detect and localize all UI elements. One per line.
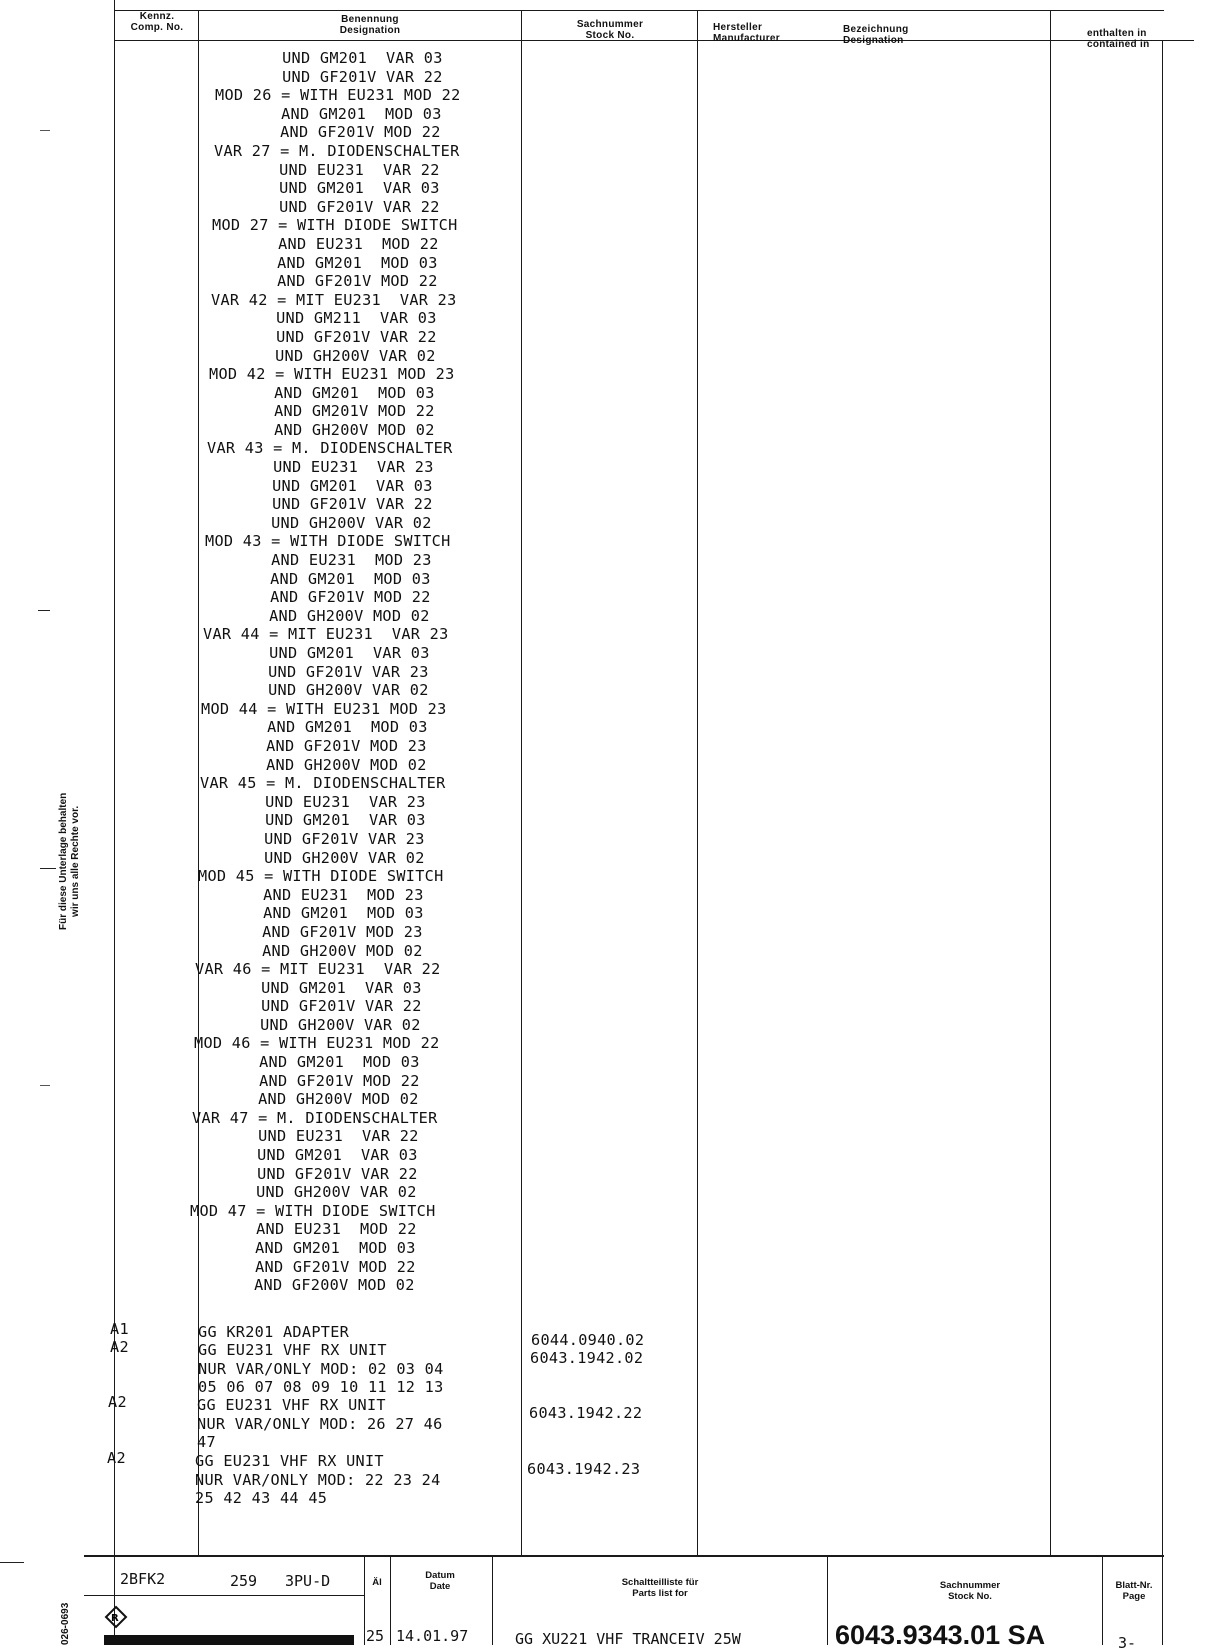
frame-right xyxy=(1162,40,1163,1645)
designation-line: UND GF201V VAR 23 xyxy=(202,662,429,681)
designation-line: MOD 42 = WITH EU231 MOD 23 xyxy=(209,365,455,384)
designation-line: MOD 44 = WITH EU231 MOD 23 xyxy=(201,699,447,718)
designation-line: UND GM211 VAR 03 xyxy=(210,309,437,328)
document-code: 026-0693 xyxy=(60,1602,71,1645)
part-row-1-stock: 6044.0940.02 xyxy=(531,1331,645,1349)
footer-mid-line xyxy=(84,1595,364,1596)
designation-line: AND GH200V MOD 02 xyxy=(192,1090,419,1109)
designation-line: AND GM201 MOD 03 xyxy=(197,904,424,923)
part-row-4-stock: 6043.1942.23 xyxy=(527,1460,641,1478)
header-stock-no: Sachnummer Stock No. xyxy=(576,19,644,41)
company-logo xyxy=(104,1605,354,1645)
designation-line: MOD 45 = WITH DIODE SWITCH xyxy=(198,867,444,886)
part-row-3-designation: GG EU231 VHF RX UNIT NUR VAR/ONLY MOD: 26 27 46 47 xyxy=(197,1396,443,1452)
designation-line: AND GF201V MOD 22 xyxy=(204,588,431,607)
footer-ai-value: 25 xyxy=(366,1627,385,1645)
footer-date-label: Datum Date xyxy=(425,1570,455,1592)
designation-line: UND GF201V VAR 22 xyxy=(206,495,433,514)
designation-line: UND GF201V VAR 22 xyxy=(213,197,440,216)
designation-line: AND EU231 MOD 22 xyxy=(190,1220,417,1239)
part-row-2-designation: GG EU231 VHF RX UNIT NUR VAR/ONLY MOD: 02 03 04 05 06 07 08 09 10 11 12 13 xyxy=(198,1341,444,1397)
designation-line: UND GF201V VAR 22 xyxy=(195,997,422,1016)
footer-page-value: 3- xyxy=(1118,1634,1137,1652)
designation-line: UND GF201V VAR 23 xyxy=(198,829,425,848)
part-row-2-comp: A2 xyxy=(110,1338,129,1356)
margin-mark-4 xyxy=(40,1085,50,1086)
header-manufacturer: Hersteller Manufacturer xyxy=(713,22,780,44)
svg-text:R: R xyxy=(111,1613,119,1624)
designation-line: VAR 43 = M. DIODENSCHALTER xyxy=(207,439,453,458)
designation-line: UND GM201 VAR 03 xyxy=(191,1146,418,1165)
designation-line: UND GF201V VAR 22 xyxy=(191,1164,418,1183)
footer-number: 259 xyxy=(230,1572,258,1590)
designation-line: AND GM201 MOD 03 xyxy=(193,1053,420,1072)
margin-mark-2 xyxy=(38,610,50,611)
designation-line: VAR 47 = M. DIODENSCHALTER xyxy=(192,1108,438,1127)
designation-line: UND GH200V VAR 02 xyxy=(209,346,436,365)
designation-line: MOD 27 = WITH DIODE SWITCH xyxy=(212,216,458,235)
margin-mark-1 xyxy=(40,130,50,131)
designation-line: AND GM201 MOD 03 xyxy=(215,104,442,123)
designation-line: UND GH200V VAR 02 xyxy=(198,848,425,867)
footer-ai-label: Äl xyxy=(372,1577,382,1588)
designation-line: UND GM201 VAR 03 xyxy=(216,49,443,67)
designation-line: UND EU231 VAR 22 xyxy=(192,1127,419,1146)
designation-line: MOD 43 = WITH DIODE SWITCH xyxy=(205,532,451,551)
col-line-3 xyxy=(697,10,698,1555)
designation-line: AND GF201V MOD 22 xyxy=(211,272,438,291)
designation-line: AND GH200V MOD 02 xyxy=(208,420,435,439)
designation-line: AND GF201V MOD 22 xyxy=(189,1257,416,1276)
designation-line: VAR 44 = MIT EU231 VAR 23 xyxy=(203,625,449,644)
part-row-1-comp: A1 xyxy=(110,1320,129,1338)
col-line-4 xyxy=(1050,10,1051,1555)
footer-v-date xyxy=(390,1555,391,1645)
header-designation-2: Bezeichnung Designation xyxy=(843,24,909,46)
col-line-2 xyxy=(521,10,522,1555)
designation-line: AND GF201V MOD 23 xyxy=(200,736,427,755)
designation-line: AND GM201 MOD 03 xyxy=(204,569,431,588)
part-row-4-comp: A2 xyxy=(107,1449,126,1467)
part-row-3-comp: A2 xyxy=(108,1393,127,1411)
margin-mark-5 xyxy=(0,1562,24,1563)
designation-line: VAR 45 = M. DIODENSCHALTER xyxy=(200,774,446,793)
designation-line: AND EU231 MOD 22 xyxy=(212,234,439,253)
designation-variant-list xyxy=(188,49,521,1295)
part-row-1-designation: GG KR201 ADAPTER xyxy=(198,1323,350,1341)
footer-department: 3PU-D xyxy=(285,1572,331,1590)
footer-top-line xyxy=(84,1555,1164,1557)
designation-line: UND GH200V VAR 02 xyxy=(190,1183,417,1202)
designation-line: UND GM201 VAR 03 xyxy=(206,476,433,495)
footer-code: 2BFK2 xyxy=(120,1570,166,1588)
designation-line: UND GM201 VAR 03 xyxy=(195,978,422,997)
designation-line: MOD 26 = WITH EU231 MOD 22 xyxy=(215,86,461,105)
header-top-line xyxy=(114,10,1164,11)
designation-line: UND EU231 VAR 23 xyxy=(207,458,434,477)
designation-line: VAR 46 = MIT EU231 VAR 22 xyxy=(195,960,441,979)
designation-line: AND GM201 MOD 03 xyxy=(201,718,428,737)
designation-line: MOD 47 = WITH DIODE SWITCH xyxy=(190,1201,436,1220)
designation-line: AND GF201V MOD 23 xyxy=(196,922,423,941)
footer-parts-list-label: Schaltteilliste für Parts list for xyxy=(621,1577,699,1599)
designation-line: UND GH200V VAR 02 xyxy=(205,513,432,532)
footer-stock-value: 6043.9343.01 SA xyxy=(835,1620,1046,1650)
designation-line: AND GF200V MOD 02 xyxy=(188,1276,415,1295)
designation-line: AND GH200V MOD 02 xyxy=(203,606,430,625)
header-designation: Benennung Designation xyxy=(339,14,401,36)
footer-v-title xyxy=(492,1555,493,1645)
designation-line: UND GH200V VAR 02 xyxy=(202,681,429,700)
footer-date-value: 14.01.97 xyxy=(396,1627,469,1645)
designation-line: AND EU231 MOD 23 xyxy=(197,885,424,904)
designation-line: AND GH200V MOD 02 xyxy=(200,755,427,774)
designation-line: AND GM201 MOD 03 xyxy=(211,253,438,272)
designation-line: AND GF201V MOD 22 xyxy=(193,1071,420,1090)
part-row-4-designation: GG EU231 VHF RX UNIT NUR VAR/ONLY MOD: 22 23 24 25 42 43 44 45 xyxy=(195,1452,441,1508)
designation-line: MOD 46 = WITH EU231 MOD 22 xyxy=(194,1034,440,1053)
footer-stock-label: Sachnummer Stock No. xyxy=(939,1580,1001,1602)
designation-line: UND GM201 VAR 03 xyxy=(203,644,430,662)
footer-page-label: Blatt-Nr. Page xyxy=(1115,1580,1153,1602)
designation-line: VAR 27 = M. DIODENSCHALTER xyxy=(214,141,460,160)
footer-v-page xyxy=(1102,1555,1103,1645)
designation-line: AND GF201V MOD 22 xyxy=(214,123,441,142)
designation-line: VAR 42 = MIT EU231 VAR 23 xyxy=(211,290,457,309)
designation-line: AND GM201 MOD 03 xyxy=(189,1239,416,1257)
part-row-3-stock: 6043.1942.22 xyxy=(529,1404,643,1422)
designation-line: AND GH200V MOD 02 xyxy=(196,941,423,960)
designation-line: AND GM201V MOD 22 xyxy=(208,402,435,421)
designation-line: UND EU231 VAR 23 xyxy=(199,792,426,811)
footer-v-stock xyxy=(827,1555,828,1645)
part-row-2-stock: 6043.1942.02 xyxy=(530,1349,644,1367)
designation-line: UND GF201V VAR 22 xyxy=(216,67,443,86)
designation-line: UND GH200V VAR 02 xyxy=(194,1015,421,1034)
header-contained-in: enthalten in contained in xyxy=(1087,28,1150,50)
designation-line: UND GF201V VAR 22 xyxy=(210,327,437,346)
footer-v-ai xyxy=(364,1555,365,1645)
footer-title-value: GG XU221 VHF TRANCEIV 25W xyxy=(515,1630,741,1648)
designation-line: UND GM201 VAR 03 xyxy=(213,179,440,198)
copyright-note: Für diese Unterlage behalten wir uns alle Rechte vor. xyxy=(58,792,81,930)
designation-line: UND GM201 VAR 03 xyxy=(199,811,426,830)
designation-line: AND EU231 MOD 23 xyxy=(205,551,432,570)
margin-mark-3 xyxy=(40,868,56,869)
designation-line: UND EU231 VAR 22 xyxy=(213,160,440,179)
header-comp-no: Kennz. Comp. No. xyxy=(130,11,184,33)
designation-line: AND GM201 MOD 03 xyxy=(208,383,435,402)
